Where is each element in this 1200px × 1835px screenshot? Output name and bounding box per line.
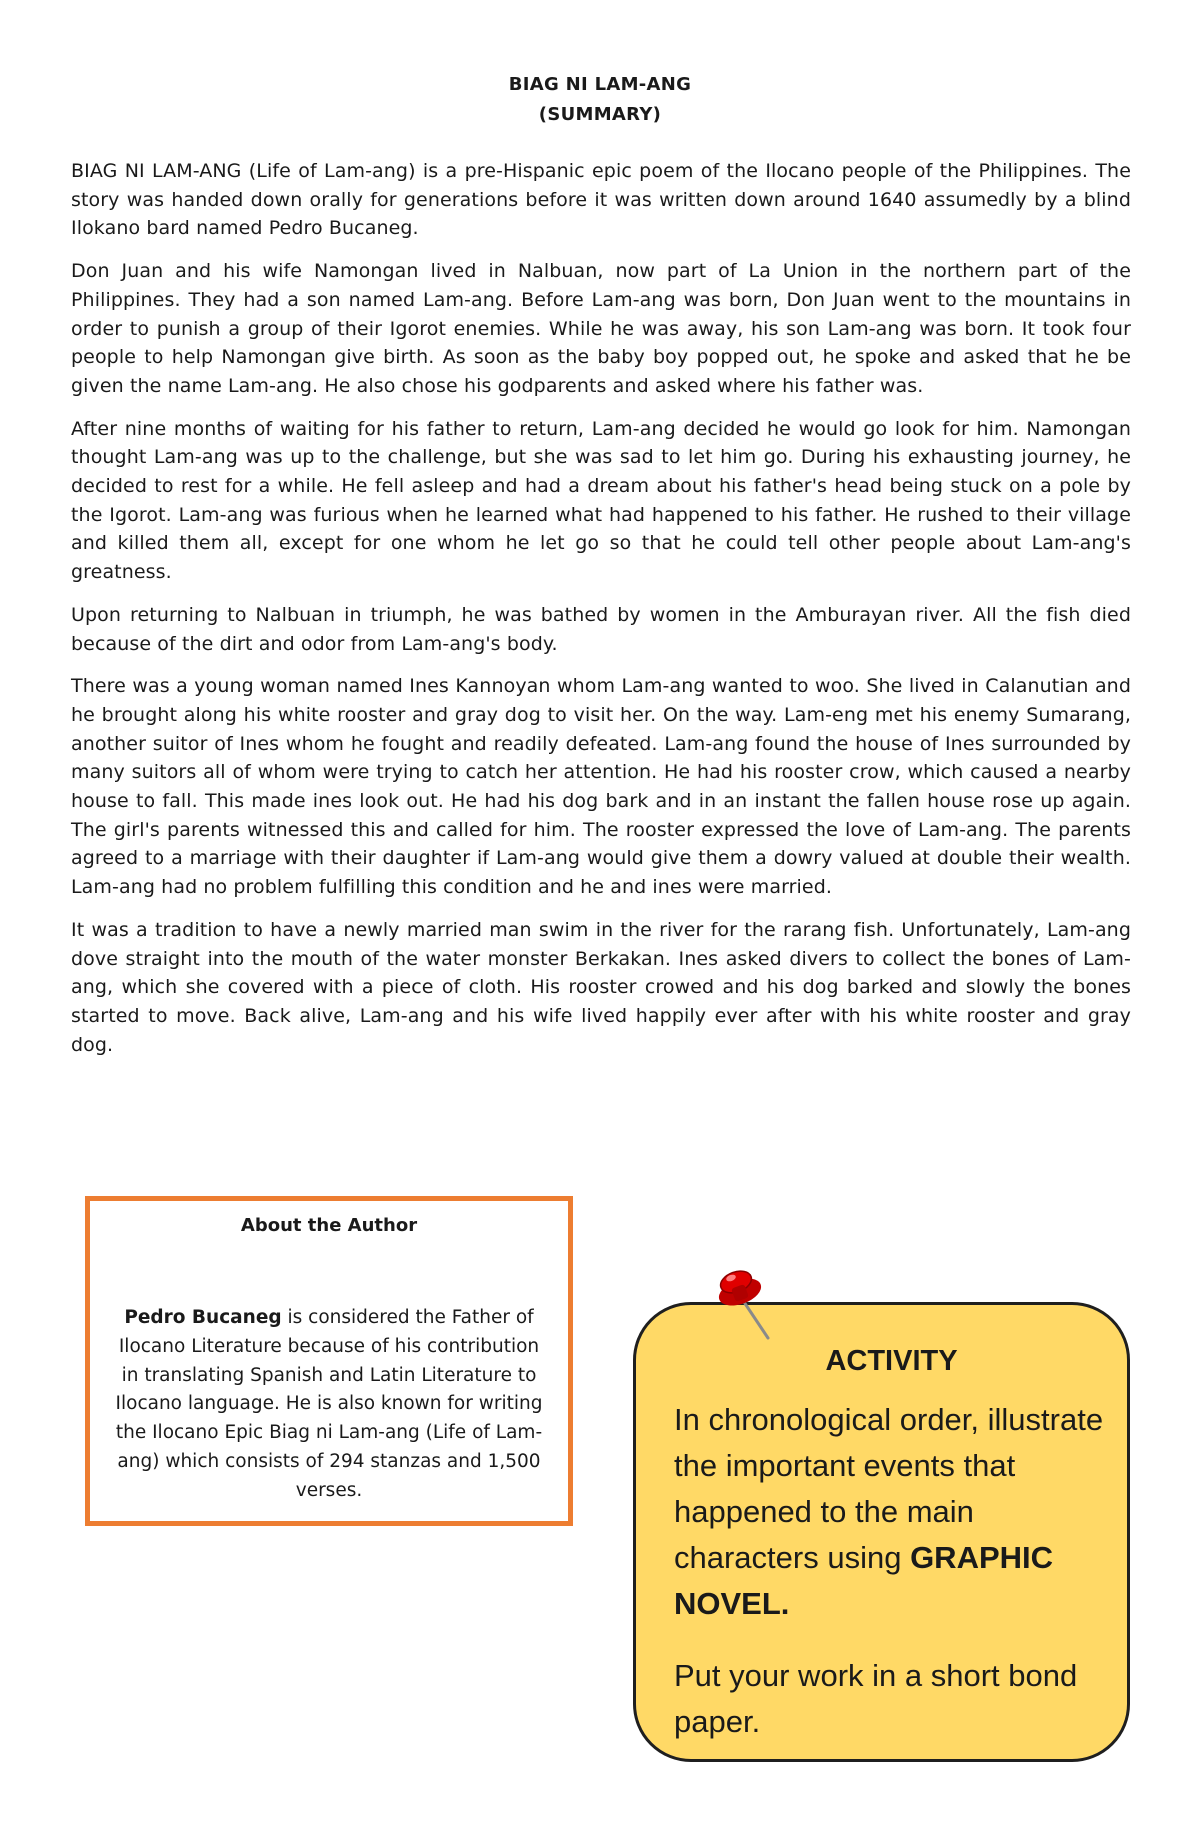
- author-name: Pedro Bucaneg: [124, 1307, 282, 1328]
- about-author-text: [108, 1304, 550, 1506]
- paragraph-return: Upon returning to Nalbuan in triumph, he was bathed by women in the Amburayan river. All the fish died because of the dirt and odor from Lam-ang's body.: [71, 603, 1131, 655]
- author-description: is considered the Father of Ilocano Literature because of his contribution in translating Spanish and Latin Literature to Ilocano language. He is also known for writing the Ilocano Epic Biag ni Lam-ang (Life of Lam-ang) which consists of 294 stanzas and 1,500 verses.: [115, 1307, 543, 1501]
- activity-note: Put your work in a short bond paper.: [674, 1658, 1078, 1739]
- activity-emphasis: GRAPHIC NOVEL.: [674, 1540, 1054, 1621]
- activity-card: [633, 1302, 1130, 1762]
- activity-instructions: [674, 1397, 1107, 1627]
- activity-title: ACTIVITY: [825, 1345, 958, 1377]
- paragraph-intro: BIAG NI LAM-ANG (Life of Lam-ang) is a pre-Hispanic epic poem of the Ilocano people of the Philippines. The story was handed down orally for generations before it was written down around 1640 assumedly by a blind Ilokano bard named Pedro Bucaneg.: [71, 160, 1131, 240]
- paragraph-birth: Don Juan and his wife Namongan lived in Nalbuan, now part of La Union in the northern part of the Philippines. They had a son named Lam-ang. Before Lam-ang was born, Don Juan went to the mountains in order to punish a group of their Igorot enemies. While he was away, his son Lam-ang was born. It took four people to help Namongan give birth. As soon as the baby boy popped out, he spoke and asked that he be given the name Lam-ang. He also chose his godparents and asked where his father was.: [71, 260, 1131, 397]
- paragraph-ending: It was a tradition to have a newly married man swim in the river for the rarang fish. Unfortunately, Lam-ang dove straight into the mouth of the water monster Berkakan. Ines asked divers to collect the bones of Lam-ang, which she covered with a piece of cloth. His rooster crowed and his dog barked and slowly the bones started to move. Back alive, Lam-ang and his wife lived happily ever after with his white rooster and gray dog.: [71, 918, 1131, 1056]
- paragraph-journey: After nine months of waiting for his father to return, Lam-ang decided he would go look for him. Namongan thought Lam-ang was up to the challenge, but she was sad to let him go. During his exhausting journey, he decided to rest for a while. He fell asleep and had a dream about his father's head being stuck on a pole by the Igorot. Lam-ang was furious when he learned what had happened to his father. He rushed to their village and killed them all, except for one whom he let go so that he could tell other people about Lam-ang's greatness.: [71, 417, 1131, 584]
- about-author-box: [85, 1196, 573, 1526]
- pushpin-icon: [700, 1262, 790, 1352]
- document-title: BIAG NI LAM-ANG: [508, 74, 692, 95]
- paragraph-courtship: There was a young woman named Ines Kannoyan whom Lam-ang wanted to woo. She lived in Calanutian and he brought along his white rooster and gray dog to visit her. On the way. Lam-eng met his enemy Sumarang, another suitor of Ines whom he fought and readily defeated. Lam-ang found the house of Ines surrounded by many suitors all of whom were trying to catch her attention. He had his rooster crow, which caused a nearby house to fall. This made ines look out. He had his dog bark and in an instant the fallen house rose up again. The girl's parents witnessed this and called for him. The rooster expressed the love of Lam-ang. The parents agreed to a marriage with their daughter if Lam-ang would give them a dowry valued at double their wealth. Lam-ang had no problem fulfilling this condition and he and ines were married.: [71, 675, 1131, 899]
- about-author-heading: About the Author: [240, 1215, 418, 1236]
- activity-instruction-text: In chronological order, illustrate the important events that happened to the main characters using: [674, 1402, 1104, 1575]
- document-subtitle: (SUMMARY): [538, 104, 662, 125]
- summary-body: [71, 157, 1131, 1073]
